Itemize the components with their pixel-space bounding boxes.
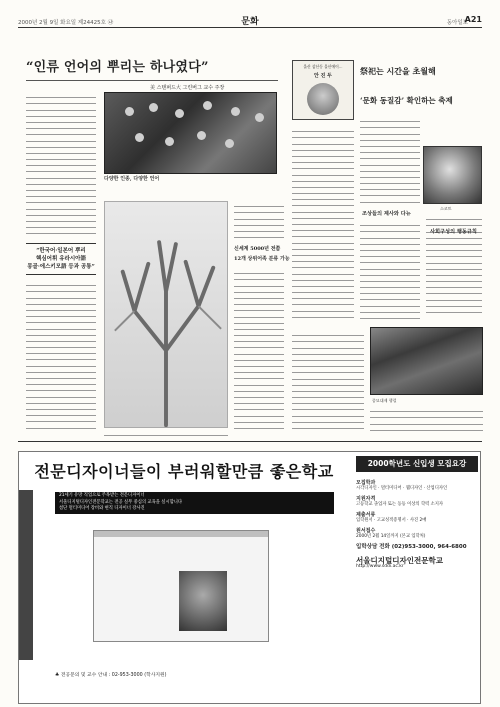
- headline-rule: [26, 80, 278, 81]
- photo-ritual-procession: [370, 327, 483, 395]
- issue-date: 2000년 2월 9일 화요일 제24425호 ㉯: [18, 20, 114, 26]
- ad-window-bar: [94, 531, 268, 537]
- subhead-new-world: 신세계 5000년 전쯤: [234, 246, 281, 252]
- ad-section-value: 입학원서 · 고교성적증명서 · 사진 2매: [356, 518, 427, 523]
- ad-admissions-title: 2000학년도 신입생 모집요강: [356, 456, 478, 472]
- ad-decorative-strip: [19, 490, 33, 660]
- right-text-column-2b: [360, 220, 420, 320]
- photo-face: [165, 137, 174, 146]
- columnist-name: 안 진 두: [314, 73, 332, 79]
- photo-caption-title: 다양한 인종, 다양한 언어: [104, 176, 160, 182]
- photo-face: [175, 109, 184, 118]
- ad-separator: [18, 441, 482, 442]
- ad-band-line: 첨단 멀티미디어 장비와 현직 디자이너 강사진: [59, 506, 145, 511]
- masthead: [18, 14, 482, 28]
- section-title: 문화: [241, 17, 259, 27]
- ad-headline: 전문디자이너들이 부러워할만큼 좋은학교: [34, 462, 334, 481]
- ad-screenshot-image: [93, 530, 269, 642]
- photo-face: [255, 113, 264, 122]
- right-headline: 祭祀는 시간을 초월해: [360, 66, 436, 76]
- text-line: [426, 307, 482, 313]
- right-subheadline: ‘문화 동질감’ 확인하는 축제: [360, 96, 453, 105]
- text-line: [370, 425, 483, 431]
- pull-quote: “한국어·일본어 뿌리 핵심어휘 유라시아語 몽골·에스키모語 등과 공통”: [26, 243, 96, 275]
- ad-section-value: 2000년 2월 14일까지 (본교 입학처): [356, 534, 426, 539]
- ad-section-value: 고등학교 졸업자 또는 동등 이상의 학력 소지자: [356, 502, 444, 507]
- text-column-1b: [26, 280, 96, 430]
- ad-portrait-image: [179, 571, 227, 631]
- text-line: [360, 313, 420, 319]
- right-text-column-1: [292, 126, 354, 318]
- text-line: [360, 196, 420, 202]
- language-family-tree-diagram: [104, 201, 228, 428]
- photo-face: [231, 107, 240, 116]
- ad-band-line: 21세기 유망 직업으로 주목받는 전문디자이너: [59, 493, 145, 498]
- ad-phone: 입학상담 전화 (02)953-3000, 964-6800: [356, 544, 467, 550]
- portrait-caption: 스코트: [440, 206, 452, 211]
- ad-website: http://www.sddi.ac.kr: [356, 564, 404, 569]
- ritual-photo-caption: 종묘대제 행렬: [372, 398, 397, 403]
- columnist-kicker: 울산 삼산동 울산에이…: [303, 64, 343, 69]
- text-line: [292, 312, 354, 318]
- photo-face: [225, 139, 234, 148]
- ad-footer-text: ♣ 전공문의 및 교수 안내 : 02-953-3000 (학사지원): [55, 673, 167, 678]
- advertisement: [18, 451, 481, 704]
- ad-section-label: 제출서류: [356, 512, 376, 518]
- right-text-column-2: [360, 116, 420, 206]
- ad-intro-band: [55, 492, 334, 514]
- text-column-2a: [104, 430, 228, 440]
- photo-portrait: [423, 146, 482, 204]
- photo-face: [149, 103, 158, 112]
- tree-graphic: [105, 202, 227, 427]
- text-column-3: [234, 201, 284, 241]
- ad-band-line: 서울디지털디자인전문학교는 전공 실무 중심의 교육을 실시합니다: [59, 499, 183, 505]
- text-line: [234, 232, 284, 238]
- page-number: A21: [464, 15, 482, 24]
- columnist-photo: [307, 83, 339, 115]
- ad-section-label: 모집학과: [356, 480, 376, 486]
- subhead-superfamily: 12개 상위어족 분류 가능: [234, 256, 290, 262]
- paper-name: 동아일보: [446, 20, 468, 26]
- ad-admissions-details: [356, 476, 478, 700]
- text-line: [292, 423, 364, 429]
- ad-school-name: 서울디지털디자인전문학교: [356, 556, 443, 565]
- article-headline: “인류 언어의 뿌리는 하나였다”: [26, 60, 209, 75]
- photo-face: [135, 133, 144, 142]
- photo-face: [197, 131, 206, 140]
- right-text-column-5: [370, 406, 483, 434]
- photo-caption: [104, 176, 277, 182]
- text-column-3b: [234, 268, 284, 433]
- ad-section-label: 지원자격: [356, 496, 376, 502]
- text-line: [234, 423, 284, 429]
- text-column-1: [26, 92, 96, 240]
- ad-section-value: 시각디자인 · 멀티미디어 · 웹디자인 · 산업디자인: [356, 486, 448, 491]
- text-line: [104, 430, 228, 436]
- text-line: [26, 234, 96, 240]
- photo-face: [203, 101, 212, 110]
- photo-children-group: [104, 92, 277, 174]
- photo-face: [125, 107, 134, 116]
- ad-section-label: 원서접수: [356, 528, 376, 534]
- right-subhead-1: 조상들의 제사와 다뉴: [362, 211, 411, 217]
- article-byline: 美 스탠퍼드大 그린버그 교수 주장: [150, 85, 225, 91]
- text-line: [26, 422, 96, 428]
- right-subhead-3: 사회구성의 행동규칙: [430, 229, 477, 235]
- right-text-column-4: [292, 330, 364, 430]
- columnist-box: [292, 60, 354, 120]
